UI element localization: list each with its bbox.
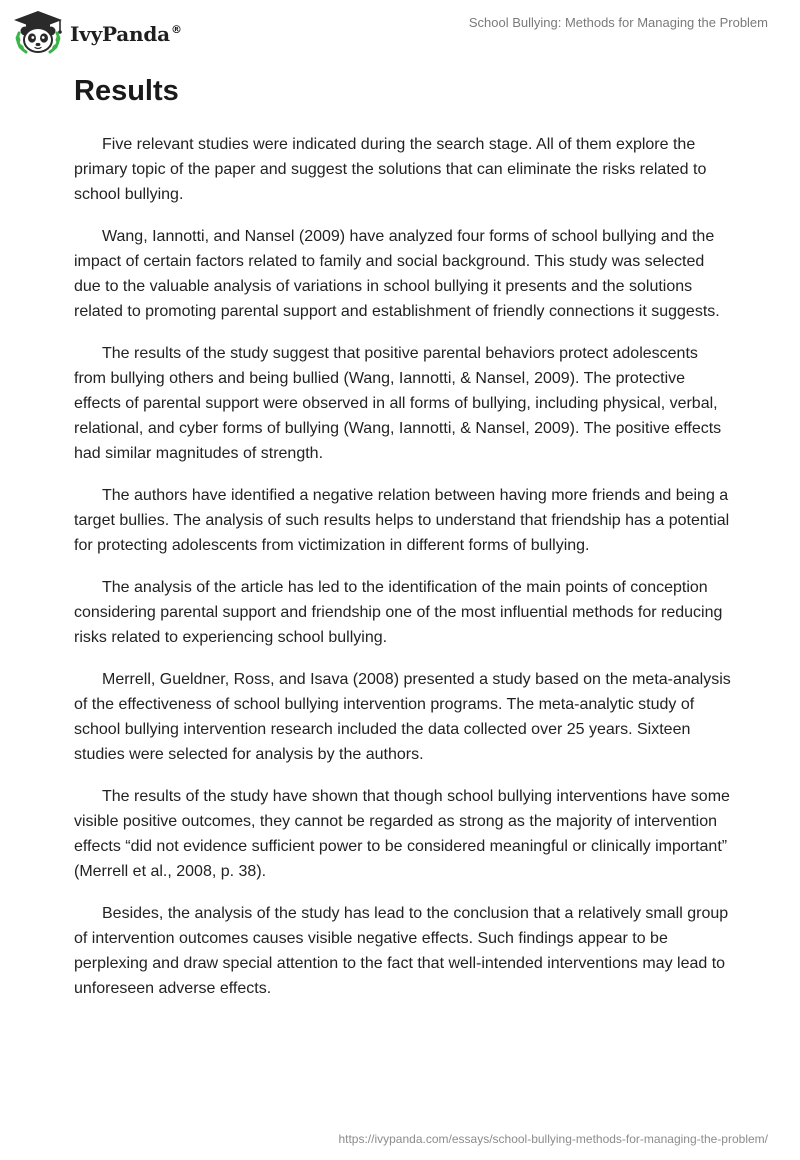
section-heading: Results bbox=[74, 75, 179, 107]
paragraph-8: Besides, the analysis of the study has lead to the conclusion that a relatively small group of intervention outcomes causes visible negative effects. Such findings appear to be perplexing and draw special attention to the fact that well-intended interventions may lead to unforeseen adverse effects. bbox=[74, 905, 729, 997]
paragraph-3: The results of the study suggest that positive parental behaviors protect adolescents from bullying others and being bullied (Wang, Iannotti, & Nansel, 2009). The protective effects of parental support were observed in all forms of bullying, including physical, verbal, relational, and cyber forms of bullying (Wang, Iannotti, & Nansel, 2009). The positive effects had similar magnitudes of strength. bbox=[74, 345, 722, 462]
brand-name: IvyPanda® bbox=[70, 22, 182, 46]
panda-graduate-icon bbox=[12, 9, 64, 55]
document-title: School Bullying: Methods for Managing the Problem bbox=[468, 15, 768, 30]
registered-mark: ® bbox=[170, 23, 182, 37]
paragraph-1: Five relevant studies were indicated during the search stage. All of them explore the primary topic of the paper and suggest the solutions that can eliminate the risks related to school bullying. bbox=[74, 136, 707, 203]
essay-content bbox=[74, 72, 734, 1018]
source-url[interactable]: https://ivypanda.com/essays/school-bullying-methods-for-managing-the-problem/ bbox=[338, 1132, 768, 1146]
paragraph-6: Merrell, Gueldner, Ross, and Isava (2008) presented a study based on the meta-analysis of the effectiveness of school bullying intervention programs. The meta-analytic study of school bullying intervention research included the data collected over 25 years. Sixteen studies were selected for analysis by the authors. bbox=[74, 671, 731, 763]
paragraph-7: The results of the study have shown that though school bullying interventions have some visible positive outcomes, they cannot be regarded as strong as the majority of intervention effects “did not evidence sufficient power to be considered meaningful or clinically important” (Merrell et al., 2008, p. 38). bbox=[74, 788, 730, 880]
page-header bbox=[0, 0, 800, 60]
paragraph-4: The authors have identified a negative relation between having more friends and being a target bullies. The analysis of such results helps to understand that friendship has a potential for protecting adolescents from victimization in different forms of bullying. bbox=[74, 487, 730, 554]
ivypanda-logo[interactable] bbox=[12, 8, 182, 56]
paragraph-5: The analysis of the article has led to the identification of the main points of conception considering parental support and friendship one of the most influential methods for reducing risks related to experiencing school bullying. bbox=[74, 579, 723, 646]
paragraph-2: Wang, Iannotti, and Nansel (2009) have analyzed four forms of school bullying and the impact of certain factors related to family and social background. This study was selected due to the valuable analysis of variations in school bullying it presents and the solutions related to promoting parental support and establishment of friendly connections it suggests. bbox=[74, 228, 720, 320]
